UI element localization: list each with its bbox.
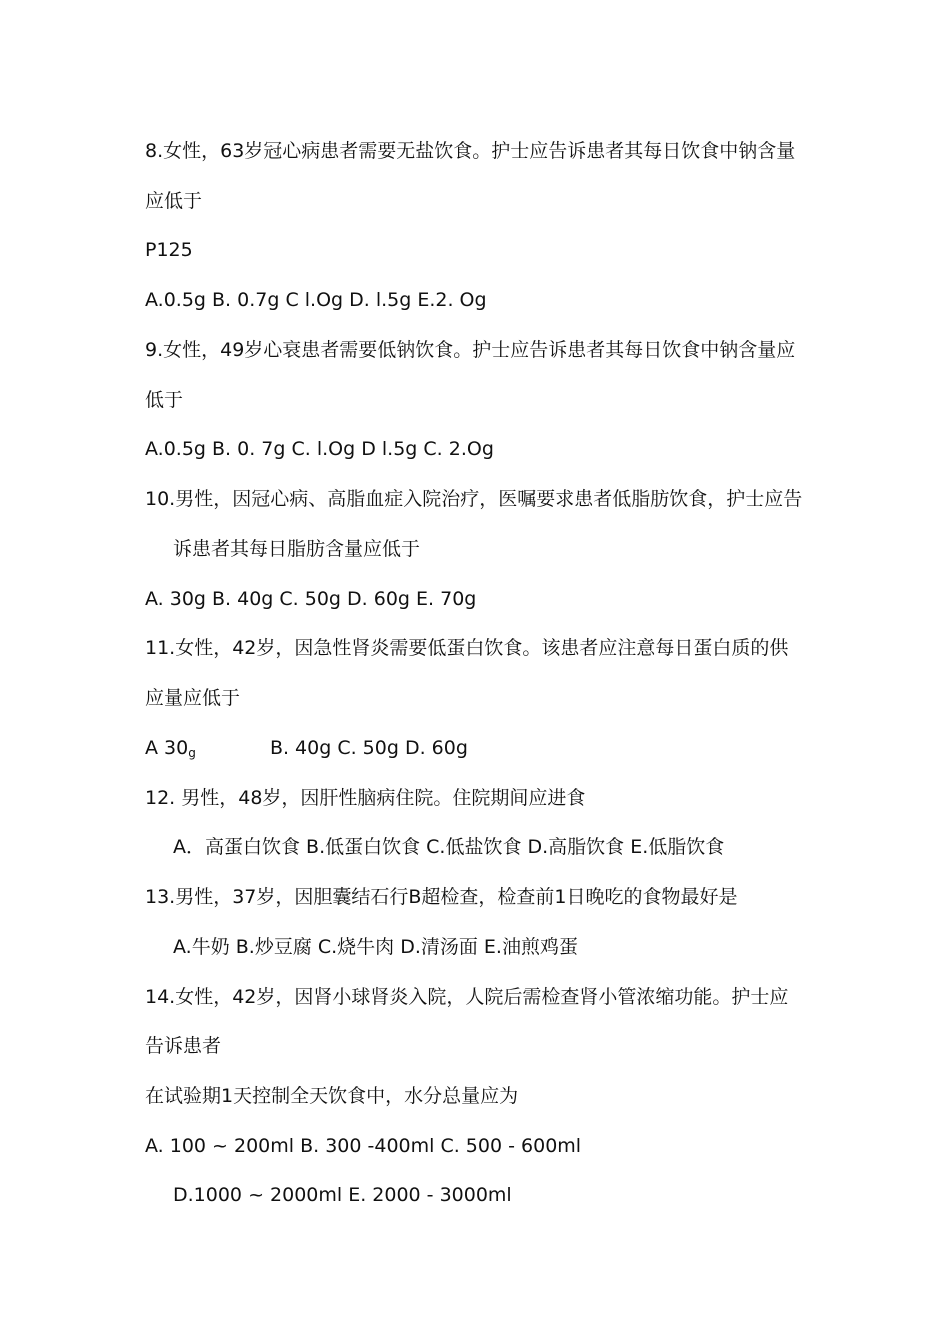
question-11-options <box>145 735 468 766</box>
question-8-stem-line-2: 应低于 <box>145 190 203 212</box>
question-11-options-rest: B. 40g C. 50g D. 60g <box>269 737 468 759</box>
question-9-options: A.0.5g B. 0. 7g C. l.Og D l.5g C. 2.Og <box>145 438 494 460</box>
question-11-stem-line-1: 11.女性，42岁，因急性肾炎需要低蛋白饮食。该患者应注意每日蛋白质的供 <box>145 637 789 659</box>
question-14-stem-line-2: 告诉患者 <box>145 1035 222 1057</box>
question-9-stem-line-2: 低于 <box>145 389 184 411</box>
question-14-stem-line-1: 14.女性，42岁，因肾小球肾炎入院，人院后需检查肾小管浓缩功能。护士应 <box>145 986 789 1008</box>
question-12-stem-line-1: 12. 男性，48岁，因肝性脑病住院。住院期间应进食 <box>145 787 586 809</box>
question-12-options: A．高蛋白饮食 B.低蛋白饮食 C.低盐饮食 D.高脂饮食 E.低脂饮食 <box>173 836 725 858</box>
question-11-option-a-unit: g <box>188 746 196 760</box>
question-11-stem-line-2: 应量应低于 <box>145 687 241 709</box>
question-8-stem-line-1: 8.女性，63岁冠心病患者需要无盐饮食。护士应告诉患者其每日饮食中钠含量 <box>145 140 796 162</box>
question-13-stem-line-1: 13.男性，37岁，因胆囊结石行B超检查，检查前1日晚吃的食物最好是 <box>145 886 738 908</box>
question-14-stem-line-3: 在试验期1天控制全天饮食中，水分总量应为 <box>145 1085 519 1107</box>
question-10-stem-line-1: 10.男性，因冠心病、高脂血症入院治疗，医嘱要求患者低脂肪饮食，护士应告 <box>145 488 803 510</box>
question-10-options: A. 30g B. 40g C. 50g D. 60g E. 70g <box>145 588 477 610</box>
question-9-stem-line-1: 9.女性，49岁心衰患者需要低钠饮食。护士应告诉患者其每日饮食中钠含量应 <box>145 339 796 361</box>
question-13-options: A.牛奶 B.炒豆腐 C.烧牛肉 D.清汤面 E.油煎鸡蛋 <box>173 936 578 958</box>
question-8-page-reference: P125 <box>145 239 193 261</box>
question-14-options-line-2: D.1000 ~ 2000ml E. 2000 - 3000ml <box>173 1184 512 1206</box>
question-11-option-a: A 30 <box>145 737 189 759</box>
question-14-options-line-1: A. 100 ~ 200ml B. 300 -400ml C. 500 - 600ml <box>145 1135 582 1157</box>
question-10-stem-line-2: 诉患者其每日脂肪含量应低于 <box>173 538 421 560</box>
question-8-options: A.0.5g B. 0.7g C l.Og D. l.5g E.2. Og <box>145 289 487 311</box>
